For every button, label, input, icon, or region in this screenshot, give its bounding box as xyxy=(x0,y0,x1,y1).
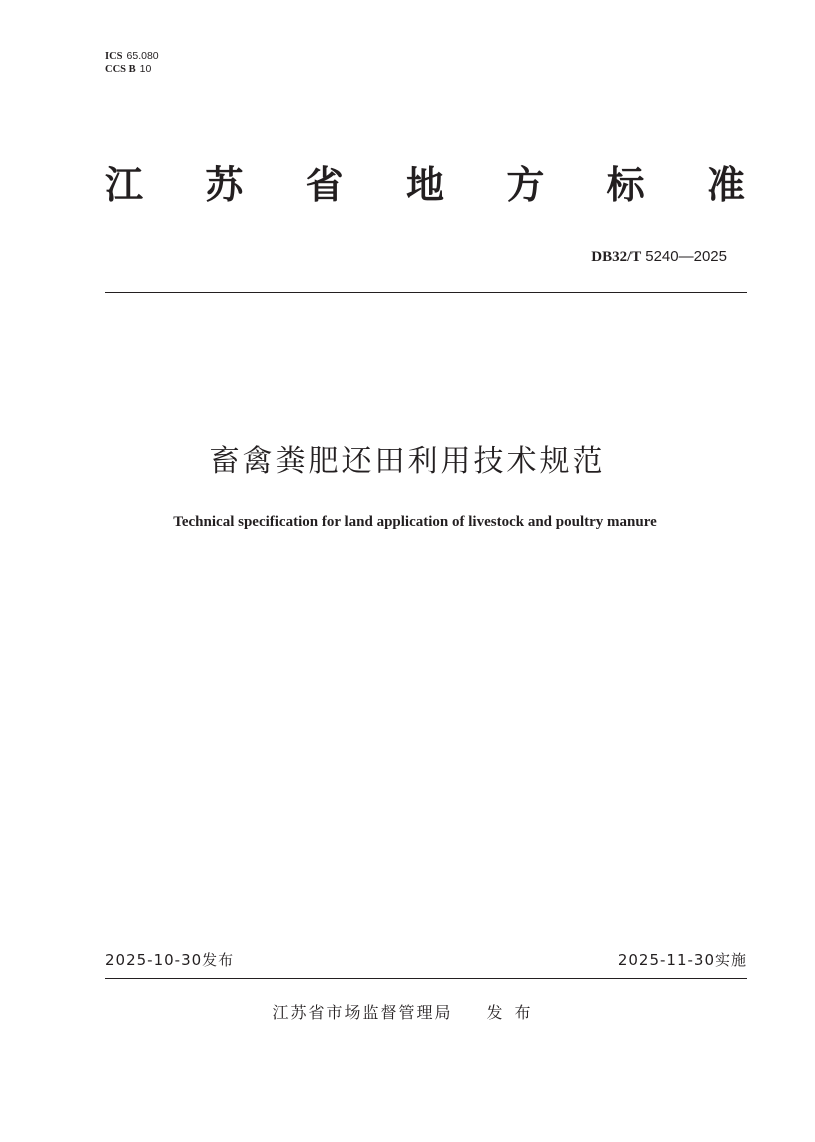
title-char: 地 xyxy=(405,163,444,207)
ccs-label: CCS B xyxy=(105,64,136,75)
header-divider xyxy=(105,292,747,293)
title-char: 苏 xyxy=(205,163,244,207)
standard-number-value: 5240—2025 xyxy=(645,248,727,265)
classification-codes xyxy=(105,50,159,76)
document-title-chinese: 畜禽粪肥还田利用技术规范 xyxy=(209,444,606,479)
ics-code xyxy=(105,50,159,63)
publisher-name: 江苏省市场监督管理局 xyxy=(272,1003,453,1022)
title-char: 省 xyxy=(305,163,344,207)
publisher-line xyxy=(0,1002,815,1024)
ics-label: ICS xyxy=(105,51,123,62)
publisher-action: 发布 xyxy=(486,1003,543,1022)
title-char: 准 xyxy=(706,163,745,207)
ccs-code xyxy=(105,63,159,76)
standard-number xyxy=(591,246,727,267)
standard-number-prefix: DB32/T xyxy=(591,249,642,265)
document-title-english: Technical specification for land application of livestock and poultry manure xyxy=(173,514,657,530)
title-char: 江 xyxy=(105,163,144,207)
title-char: 方 xyxy=(506,163,545,207)
standard-type-title xyxy=(105,160,745,210)
issue-date: 2025-10-30发布 xyxy=(105,951,235,969)
ccs-value: 10 xyxy=(139,63,152,75)
title-char: 标 xyxy=(606,163,645,207)
footer-divider xyxy=(105,978,747,979)
implementation-date: 2025-11-30实施 xyxy=(617,951,747,969)
ics-value: 65.080 xyxy=(126,50,159,62)
